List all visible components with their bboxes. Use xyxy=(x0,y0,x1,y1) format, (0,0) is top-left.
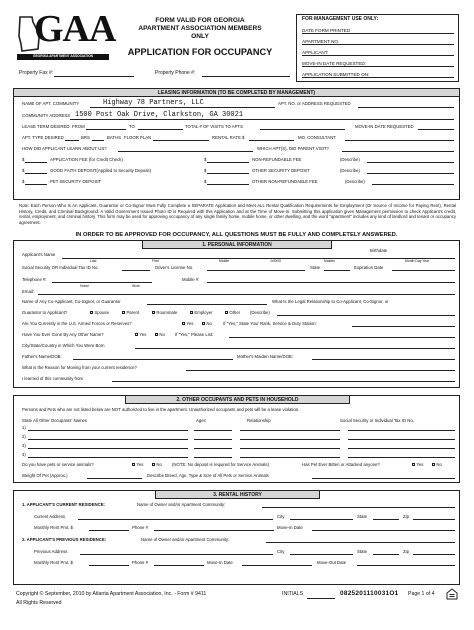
role-spouse-checkbox[interactable] xyxy=(90,311,93,314)
previous-residence-row: 2. APPLICANT'S PREVIOUS RESIDENCE: Name of Owner and/or Apartment Community: xyxy=(22,538,455,543)
form-valid-notice: FORM VALID FOR GEORGIA APARTMENT ASSOCIATION MEMBERS ONLY xyxy=(138,17,262,40)
fee-row-1: $ APPLICATION FEE (for Credit Check) $ NON-REFUNDABLE FEE (Describe) xyxy=(22,158,454,163)
applicant-note: Note: Each Person Who Is An Applicant, Guarantor or Co-Signor Must Fully Complete a SEPARATE Application and Meet ALL Rental Qualification Requirements for Employment (Or Source of Income for Paying Rent), Rental History, Credit, and Criminal Background. A Valid Government Issued Photo ID is Required with this Application and at the Time of Move-In. Submitting this application gives Management permission to check Applicant's credit, rental, employment, and criminal history. This form may be used for approving occupancy of any single family home, mobile home, or other dwelling, and the word "apartment" includes any kind of landlord and tenant or occupancy agreement. xyxy=(19,203,456,225)
mgmt-applicant[interactable]: APPLICANT: xyxy=(302,50,454,56)
gaa-logo xyxy=(17,8,116,62)
current-address-row: Current Address City State Zip xyxy=(34,515,455,520)
applicant-name-field[interactable] xyxy=(62,258,397,259)
logo-text: GAA xyxy=(34,8,116,50)
initials-field[interactable] xyxy=(307,598,335,599)
previous-address-row: Previous Address City State Zip xyxy=(34,550,455,555)
lease-to-field[interactable] xyxy=(138,129,183,130)
management-use-title: FOR MANAGEMENT USE ONLY: xyxy=(302,16,379,22)
other-name-row: Have You Ever Gone By Any Other Name? Yes No If "Yes," Please List: xyxy=(22,333,455,338)
community-address-value[interactable]: 1500 Post Oak Drive, Clarkston, GA 30021 xyxy=(75,111,244,119)
community-name-label: NAME OF APT. COMMUNITY xyxy=(22,101,80,106)
how-hear-row: HOW DID APPLICANT LEARN ABOUT US? WHICH APT(S). DID PARENT VISIT? xyxy=(22,147,454,152)
property-phone-field[interactable] xyxy=(202,76,290,77)
total-visits-field[interactable] xyxy=(260,129,345,130)
lease-term-row: LEASE TERM DESIRED: FROM TO TOTAL # OF VISITS TO APTS MOVE-IN DATE REQUESTED xyxy=(22,125,454,130)
occupant-row-4: 4) xyxy=(22,453,455,458)
move-in-field[interactable] xyxy=(418,129,454,130)
personal-info-title: 1. PERSONAL INFORMATION xyxy=(142,240,332,249)
community-name-value[interactable]: Highway 78 Partners, LLC xyxy=(103,99,204,107)
role-other-checkbox[interactable] xyxy=(225,311,228,314)
rights-reserved: All Rights Reserved xyxy=(16,600,62,606)
occupants-title: 2. OTHER OCCUPANTS AND PETS IN HOUSEHOLD xyxy=(125,395,350,404)
equal-housing-icon xyxy=(446,588,458,600)
pet-weight-row: Weight Of Pet (Approx.) Describe Breed, Age, Type & Size of All Pets or Service Animals xyxy=(22,474,455,479)
logo-subtitle: GEORGIA APARTMENT ASSOCIATION xyxy=(32,54,94,58)
other-name-yes-checkbox[interactable] xyxy=(135,333,138,336)
other-name-no-checkbox[interactable] xyxy=(155,333,158,336)
approval-notice: IN ORDER TO BE APPROVED FOR OCCUPANCY, ALL QUESTIONS MUST BE FULLY AND COMPLETELY ANSWERED. xyxy=(75,232,398,238)
form-number: 0825201110031O1 xyxy=(340,590,399,597)
email-row: Email: xyxy=(22,290,455,295)
current-residence-row: 1. APPLICANT'S CURRENT RESIDENCE: Name of Owner and/or Apartment Community: xyxy=(22,503,455,508)
property-fax-field[interactable] xyxy=(54,76,134,77)
property-fax-label: Property Fax #: xyxy=(19,70,54,76)
apt-type-row: APT. TYPE DESIRED BRS BATHS FLOOR PLAN RENTAL RATE $ MO. CONSULTANT xyxy=(22,136,454,141)
leasing-info-title: LEASING INFORMATION (TO BE COMPLETED BY MANAGEMENT) xyxy=(13,88,460,97)
fee-row-3: $ PET SECURITY DEPOSIT $ OTHER NON-REFUNDABLE FEE (Describe) xyxy=(22,180,454,185)
parents-row: Father's Name/DOB: Mother's Maiden Name/DOB: xyxy=(22,355,455,360)
pets-row: Do you have pets or service animals? Yes No (NOTE: No deposit is required for Service Animals) Has Pet Ever Bitten or Attacked anyone? Yes No xyxy=(22,462,442,467)
apt-no-field[interactable] xyxy=(358,107,454,108)
occupant-row-1: 1) xyxy=(22,426,455,431)
bitten-yes-checkbox[interactable] xyxy=(412,463,415,466)
occupants-intro: Persons and Pets who are not listed below are NOT authorized to live in the apartment. Unauthorized occupants and pets will be a lease violation. xyxy=(22,407,300,412)
property-phone-label: Property Phone #: xyxy=(155,70,196,76)
role-employer-checkbox[interactable] xyxy=(190,311,193,314)
id-row: Social Security OR Individual Tax ID No. Driver's License No. State Expiration Date xyxy=(22,266,455,271)
apt-no-label: APT. NO. or ADDRESS REQUESTED xyxy=(278,101,351,106)
role-roommate-checkbox[interactable] xyxy=(152,311,155,314)
occupant-row-2: 2) xyxy=(22,435,455,440)
email-field[interactable] xyxy=(38,294,455,295)
mgmt-submitted-on[interactable]: APPLICATION SUBMITTED ON: xyxy=(302,72,454,78)
management-use-box xyxy=(296,14,459,82)
pets-yes-checkbox[interactable] xyxy=(132,463,135,466)
mgmt-date-printed[interactable]: DATE FORM PRINTED xyxy=(302,28,454,34)
applicant-name-label: Applicant's Name xyxy=(22,252,56,257)
guarantor-row: Guarantor to Applicant? Spouse Parent Roommate Employer Other (Describe) xyxy=(22,311,455,316)
occupant-row-3: 3) xyxy=(22,444,455,449)
mgmt-move-in-requested[interactable]: MOVE-IN DATE REQUESTED: xyxy=(302,61,454,67)
bitten-no-checkbox[interactable] xyxy=(432,463,435,466)
mgmt-apartment-no[interactable]: APARTMENT NO. xyxy=(302,39,454,45)
fee-row-2: $ GOOD FAITH DEPOSIT(Applied to Security Deposit) $ OTHER SECURITY DEPOSIT (Describe) xyxy=(22,169,454,174)
role-parent-checkbox[interactable] xyxy=(122,311,125,314)
community-address-label: COMMUNITY ADDRESS xyxy=(22,113,71,118)
armed-yes-checkbox[interactable] xyxy=(182,322,185,325)
application-title: APPLICATION FOR OCCUPANCY xyxy=(127,47,273,57)
co-applicant-row: Name of Any Co-Applicant, Co-Signor, or Guarantor What Is the Legal Relationship to Co-Applicant, Co-Signor, or xyxy=(22,299,389,304)
initials-label: INITIALS xyxy=(282,591,304,597)
armed-no-checkbox[interactable] xyxy=(202,322,205,325)
copyright: Copyright © September, 2010 by Atlanta Apartment Association, Inc. - Form # 9411 xyxy=(16,591,207,597)
lease-from-field[interactable] xyxy=(86,129,126,130)
reason-row: What is the Reason for Moving from your current residence? xyxy=(22,366,455,371)
telephone-row: Telephone #: Mobile #: xyxy=(22,278,455,283)
pets-no-checkbox[interactable] xyxy=(152,463,155,466)
page-number: Page 1 of 4 xyxy=(408,591,435,597)
rental-history-title: 3. RENTAL HISTORY xyxy=(155,490,320,499)
armed-forces-row: Are You Currently in the U.S. Armed Forces or Reserves? Yes No If "Yes," State Your Rank, Service & Duty Station: xyxy=(22,322,455,327)
birthplace-row: City/State/Country in Which You Were Born xyxy=(22,344,455,349)
current-rent-row: Monthly Rent Pmt. $ Phone # Move-In Date xyxy=(34,526,455,531)
birthdate-label: Birthdate xyxy=(370,248,388,253)
previous-rent-row: Monthly Rent Pmt. $ Phone # Move-In Date Move-Out Date xyxy=(34,561,455,566)
learned-row: I learned of this community from xyxy=(22,377,455,382)
